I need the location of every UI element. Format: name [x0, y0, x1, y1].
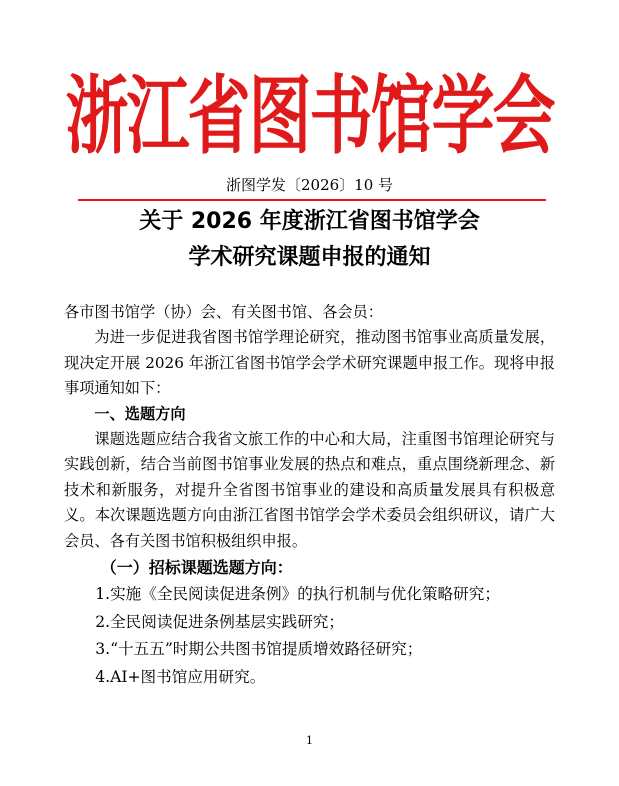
red-divider-line [78, 199, 546, 201]
list-item: 3.“十五五”时期公共图书馆提质增效路径研究； [95, 640, 423, 659]
section-heading: 一、选题方向 [94, 404, 186, 423]
list-item: 1.实施《全民阅读促进条例》的执行机制与优化策略研究； [95, 585, 500, 604]
list-item: 2.全民阅读促进条例基层实践研究； [95, 612, 344, 631]
document-body [64, 300, 555, 691]
salutation: 各市图书馆学（协）会、有关图书馆、各会员： [64, 303, 383, 321]
intro-paragraph: 为进一步促进我省图书馆学理论研究，推动图书馆事业高质量发展，现决定开展 2026 年浙江省图书馆学会学术研究课题申报工作。现将申报事项通知如下： [64, 328, 555, 398]
page-number: 1 [306, 734, 313, 747]
subsection-heading: （一）招标课题选题方向： [100, 558, 293, 578]
document-title-line-1: 关于 2026 年度浙江省图书馆学会 [139, 209, 480, 234]
document-title-line-2: 学术研究课题申报的通知 [188, 245, 431, 270]
org-masthead: 浙江省图书馆学会 [65, 66, 554, 166]
section-paragraph: 课题选题应结合我省文旅工作的中心和大局，注重图书馆理论研究与实践创新，结合当前图书馆事业发展的热点和难点，重点围绕新理念、新技术和新服务，对提升全省图书馆事业的建设和高质量发展具有积极意义。本次课题选题方向由浙江省图书馆学会学术委员会组织研议，请广大会员、各有关图书馆积极组织申报。 [64, 430, 555, 550]
document-number: 浙图学发〔2026〕10 号 [225, 176, 394, 194]
list-item: 4.AI+图书馆应用研究。 [95, 667, 266, 686]
